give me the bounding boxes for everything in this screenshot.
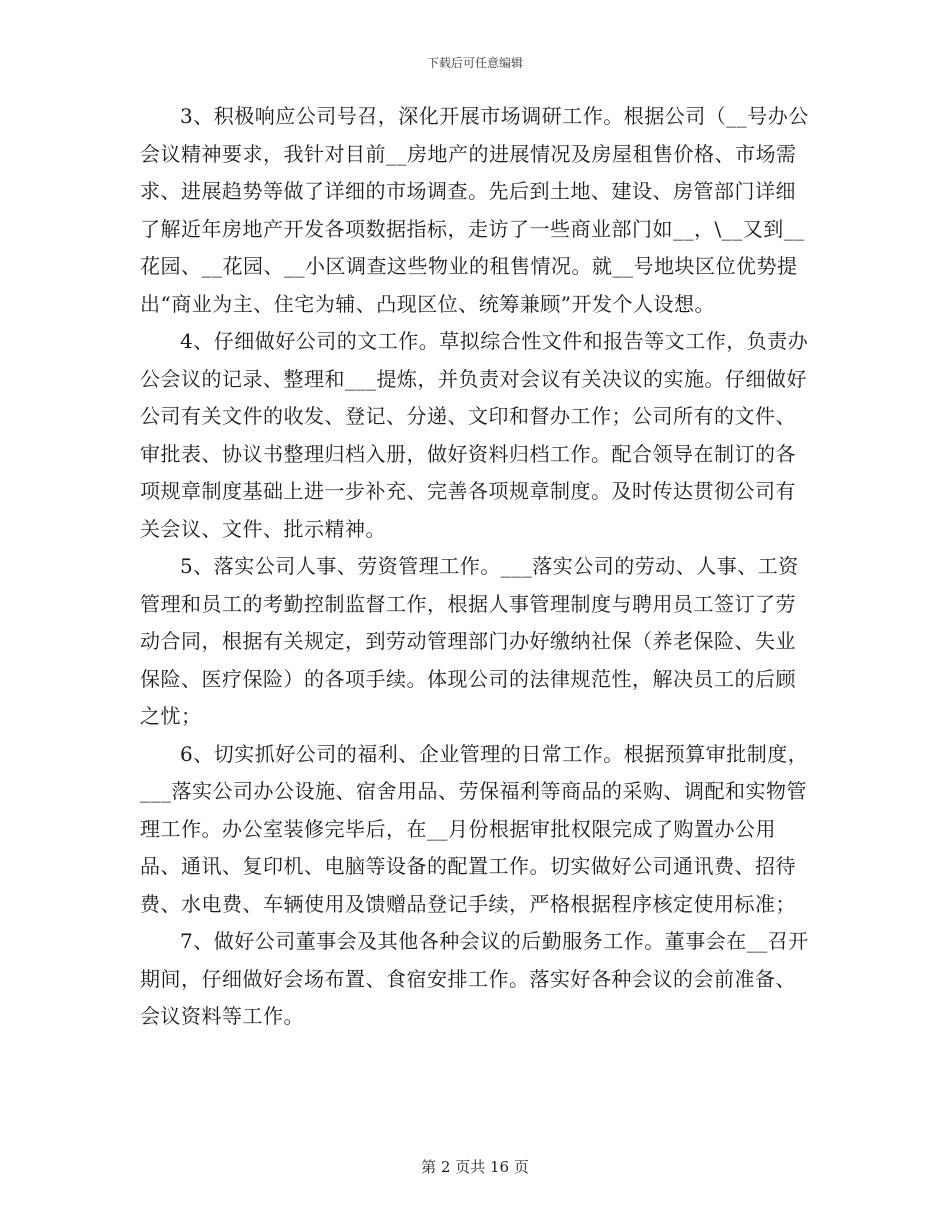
paragraph-item-4: 4、仔细做好公司的文工作。草拟综合性文件和报告等文工作，负责办公会议的记录、整理和___提炼，并负责对会议有关决议的实施。仔细做好公司有关文件的收发、登记、分递、文印和督办工作；公司所有的文件、审批表、协议书整理归档入册，做好资料归档工作。配合领导在制订的各项规章制度基础上进一步补充、完善各项规章制度。及时传达贯彻公司有关会议、文件、批示精神。 xyxy=(140,329,809,541)
paragraph-item-5: 5、落实公司人事、劳资管理工作。___落实公司的劳动、人事、工资管理和员工的考勤控制监督工作，根据人事管理制度与聘用员工签订了劳动合同，根据有关规定，到劳动管理部门办好缴纳社保（养老保险、失业保险、医疗保险）的各项手续。体现公司的法律规范性，解决员工的后顾之忧； xyxy=(140,554,799,728)
paragraph-item-6: 6、切实抓好公司的福利、企业管理的日常工作。根据预算审批制度，___落实公司办公设施、宿舍用品、劳保福利等商品的采购、调配和实物管理工作。办公室装修完毕后，在__月份根据审批权限完成了购置办公用品、通讯、复印机、电脑等设备的配置工作。切实做好公司通讯费、招待费、水电费、车辆使用及馈赠品登记手续，严格根据程序核定使用标准； xyxy=(140,741,809,916)
page-header-note: 下载后可任意编辑 xyxy=(426,56,523,70)
document-body xyxy=(140,98,812,1036)
paragraph-item-3: 3、积极响应公司号召，深化开展市场调研工作。根据公司（__号办公会议精神要求，我针对目前__房地产的进展情况及房屋租售价格、市场需求、进展趋势等做了详细的市场调查。先后到土地、建设、房管部门详细了解近年房地产开发各项数据指标，走访了一些商业部门如__，\__又到__花园、__花园、__小区调查这些物业的租售情况。就__号地块区位优势提出“商业为主、住宅为辅、凸现区位、统筹兼顾”开发个人设想。 xyxy=(140,104,809,316)
paragraph-item-7: 7、做好公司董事会及其他各种会议的后勤服务工作。董事会在__召开期间，仔细做好会场布置、食宿安排工作。落实好各种会议的会前准备、会议资料等工作。 xyxy=(140,929,809,1028)
page-number-footer: 第 2 页共 16 页 xyxy=(421,1158,529,1176)
